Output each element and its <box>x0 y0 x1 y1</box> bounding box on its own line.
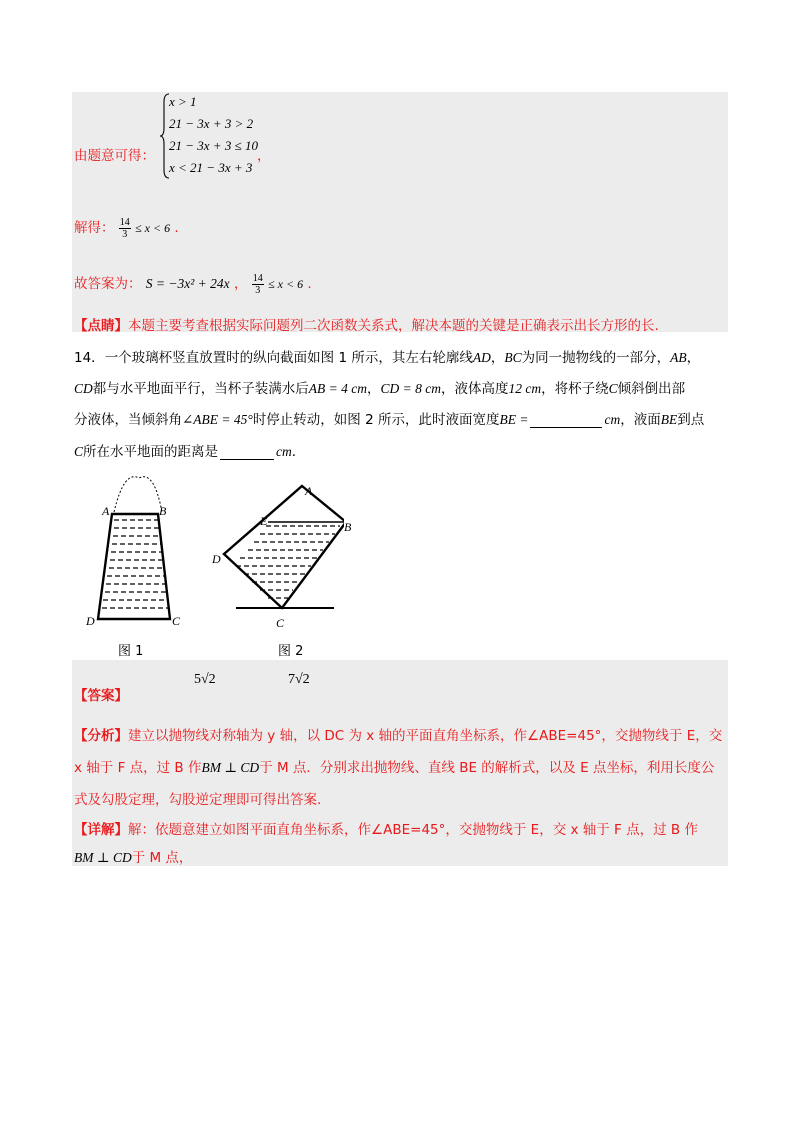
fig2-label-b: B <box>344 520 352 534</box>
answer-expr-prev: S = −3x² + 24x <box>145 276 230 291</box>
detail-perp: BM ⊥ CD <box>74 850 132 865</box>
system-eq-4: x < 21 − 3x + 3 <box>169 160 253 175</box>
analysis-text-1: 建立以抛物线对称轴为 y 轴，以 DC 为 x 轴的平面直角坐标系，作∠ABE=45°，交抛物线于 E，交 <box>128 728 723 744</box>
solve-frac-den: 3 <box>122 228 128 240</box>
system-eq-2: 21 − 3x + 3 > 2 <box>169 116 254 131</box>
fig1-label-a: A <box>102 504 110 518</box>
figure-2-cup-tilted <box>222 476 344 616</box>
problem-sep: ， <box>490 350 505 366</box>
problem-text-1a: 一个玻璃杯竖直放置时的纵向截面如图 1 所示，其左右轮廓线 <box>104 350 473 366</box>
answer-sep-prev: ， <box>233 276 248 292</box>
fig2-caption: 图 2 <box>278 644 304 659</box>
segment-cd: CD <box>74 381 93 396</box>
problem-text-3a: 分液体，当倾斜角 <box>74 412 182 428</box>
problem-number: 14． <box>74 350 105 366</box>
fig2-label-c: C <box>276 616 285 630</box>
lead-text: 由题意可得： <box>74 148 155 164</box>
problem-text-2c: ，将杯子绕 <box>541 381 609 397</box>
system-eq-3: 21 − 3x + 3 ≤ 10 <box>169 138 258 153</box>
problem-line-2 <box>74 377 685 397</box>
problem-text-2d: 倾斜倒出部 <box>617 381 686 397</box>
answer-frac-den: 3 <box>255 284 261 296</box>
problem-text-3d: 到点 <box>677 412 705 428</box>
problem-text-4: 所在水平地面的距离是 <box>83 444 219 460</box>
answer-line-prev <box>74 272 312 296</box>
be-eq: BE = <box>499 412 529 427</box>
segment-ab: AB <box>670 350 687 365</box>
detail-line-1 <box>74 818 698 838</box>
segment-ad: AD <box>472 350 491 365</box>
answer-label-prev: 故答案为： <box>74 276 142 292</box>
unit-cm-2: cm <box>276 444 292 459</box>
fig2-label-d: D <box>212 552 221 566</box>
problem-line-4 <box>74 440 296 460</box>
answer-blank-2[interactable] <box>220 445 274 460</box>
detail-line-2 <box>74 846 192 866</box>
fig1-label-c: C <box>172 614 181 628</box>
problem-line-1 <box>74 346 700 366</box>
problem-text-3c: ，液面 <box>620 412 661 428</box>
solve-label: 解得： <box>74 220 115 236</box>
unit-cm-1: cm <box>604 412 621 427</box>
segment-be: BE <box>660 412 678 427</box>
analysis-line-2 <box>74 756 714 776</box>
answer-frac-num: 14 <box>252 272 263 284</box>
answer-end-prev: . <box>307 276 312 292</box>
fig2-label-e: E <box>260 514 268 528</box>
fig2-label-a: A <box>305 484 313 498</box>
figure-1-cup-upright <box>84 476 194 632</box>
answer-value-1: 5√2 <box>194 672 216 687</box>
analysis-text-2b: 于 M 点．分别求出抛物线、直线 BE 的解析式，以及 E 点坐标，利用长度公 <box>259 760 715 776</box>
problem-text-3b: 时停止转动，如图 2 所示，此时液面宽度 <box>252 412 500 428</box>
fig1-label-b: B <box>159 504 167 518</box>
ab-length: AB = 4 cm <box>308 381 367 396</box>
problem-line-3 <box>74 408 704 428</box>
cd-length: CD = 8 cm <box>380 381 441 396</box>
fig1-caption: 图 1 <box>118 644 144 659</box>
inequality-system <box>160 92 270 182</box>
analysis-line-3: 式及勾股定理，勾股逆定理即可得出答案. <box>74 792 322 808</box>
problem-text-2a: 都与水平地面平行，当杯子装满水后 <box>92 381 309 397</box>
analysis-line-1 <box>74 724 722 744</box>
solve-end: . <box>174 220 179 236</box>
fig1-label-d: D <box>86 614 95 628</box>
answer-blank-1[interactable] <box>530 413 602 428</box>
system-end: ， <box>257 148 271 164</box>
detail-text-2: 于 M 点， <box>131 850 193 866</box>
system-eq-1: x > 1 <box>169 94 197 109</box>
solution-lead <box>74 144 155 164</box>
solve-fraction <box>119 217 131 240</box>
answer-tag: 【答案】 <box>74 688 128 704</box>
problem-text-1b: 为同一抛物线的一部分， <box>521 350 671 366</box>
problem-period: . <box>291 444 297 460</box>
segment-bc: BC <box>504 350 522 365</box>
problem-text-2b: ，液体高度 <box>440 381 509 397</box>
point-c: C <box>608 381 618 396</box>
comment-text: 本题主要考查根据实际问题列二次函数关系式，解决本题的关键是正确表示出长方形的长. <box>128 318 659 334</box>
analysis-tag: 【分析】 <box>74 728 128 744</box>
detail-tag: 【详解】 <box>74 822 128 838</box>
solve-line <box>74 216 179 240</box>
solve-frac-num: 14 <box>119 216 130 228</box>
point-c-2: C <box>74 444 84 459</box>
analysis-perp: BM ⊥ CD <box>201 760 260 775</box>
liquid-height: 12 cm <box>508 381 542 396</box>
analysis-text-2a: x 轴于 F 点，过 B 作 <box>74 760 202 776</box>
problem-text-1-end: ， <box>686 350 701 366</box>
tilt-angle: ∠ABE = 45° <box>182 412 253 427</box>
answer-value-2: 7√2 <box>288 672 310 687</box>
answer-rest-prev: ≤ x < 6 <box>268 277 304 291</box>
detail-text-1: 解：依题意建立如图平面直角坐标系，作∠ABE=45°，交抛物线于 E，交 x 轴于 F 点，过 B 作 <box>128 822 698 838</box>
comment-tag: 【点睛】 <box>74 318 128 334</box>
solve-rest: ≤ x < 6 <box>135 221 171 235</box>
problem-sep-2: ， <box>366 381 381 397</box>
answer-fraction-prev <box>252 273 264 296</box>
comment-line <box>74 314 659 334</box>
